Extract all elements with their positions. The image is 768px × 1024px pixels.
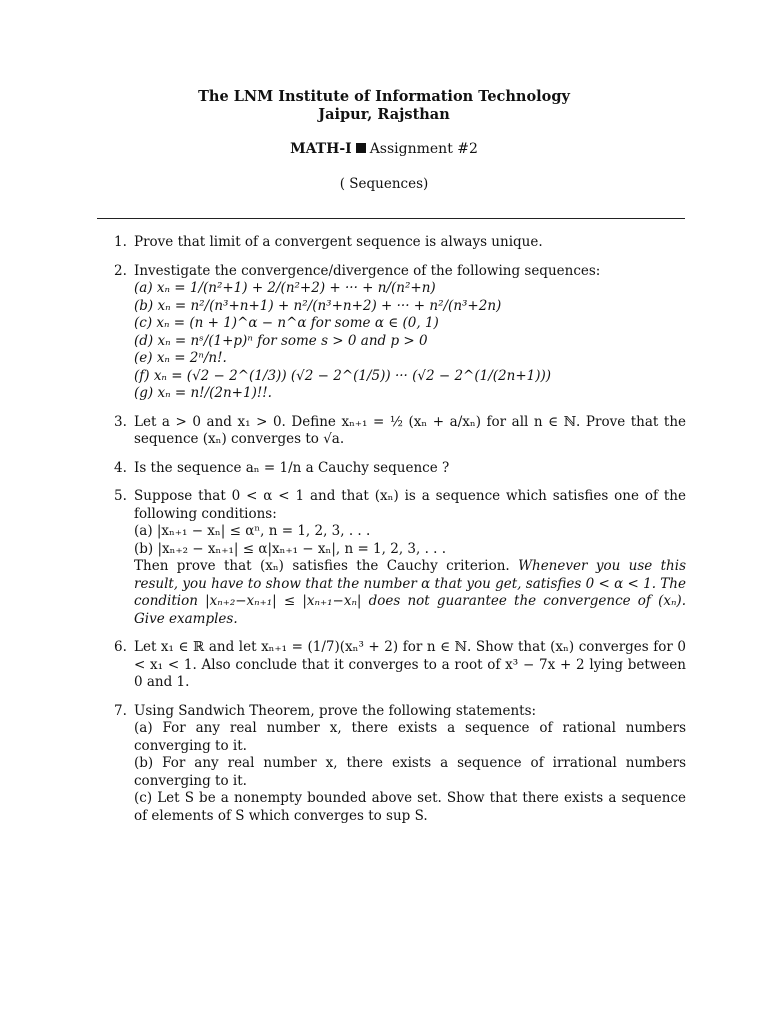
question-text: Prove that limit of a convergent sequence is always unique. [134,234,543,250]
question-text: Using Sandwich Theorem, prove the following statements: [134,702,537,719]
question-2-part-g: (g) xₙ = n!/(2n+1)!!. [134,385,272,401]
question-number: 7. [114,702,127,719]
course-code: MATH-I [290,141,352,157]
question-6 [114,639,686,692]
question-7-part-a: (a) For any real number x, there exists a sequence of rational numbers converging to it. [134,720,686,754]
question-number: 1. [114,234,127,250]
question-text: Suppose that 0 < α < 1 and that (xₙ) is a sequence which satisfies one of the following conditions: [134,488,686,522]
question-1 [114,234,686,252]
question-number: 2. [114,262,127,279]
question-2-part-c: (c) xₙ = (n + 1)^α − n^α for some α ∈ (0, 1) [134,315,439,331]
question-2 [114,263,686,403]
question-2-part-a: (a) xₙ = 1/(n²+1) + 2/(n²+2) + ··· + n/(n²+n) [134,280,436,296]
institute-name: The LNM Institute of Information Technology [198,88,570,105]
question-number: 6. [114,639,127,655]
question-5-part-b: (b) |xₙ₊₂ − xₙ₊₁| ≤ α|xₙ₊₁ − xₙ|, n = 1, 2, 3, . . . [134,540,447,557]
question-list [114,234,686,836]
question-3 [114,414,686,449]
question-number: 5. [114,488,127,504]
course-line [0,140,768,158]
institute-city: Jaipur, Rajsthan [318,106,450,123]
question-2-part-f: (f) xₙ = (√2 − 2^(1/3)) (√2 − 2^(1/5)) ··· (√2 − 2^(1/(2n+1))) [134,367,552,384]
topic-title: ( Sequences) [339,176,429,192]
question-text: Investigate the convergence/divergence of the following sequences: [134,262,601,279]
question-2-part-b: (b) xₙ = n²/(n³+n+1) + n²/(n³+n+2) + ··· + n²/(n³+2n) [134,297,502,314]
question-text: Let x₁ ∈ ℝ and let xₙ₊₁ = (1/7)(xₙ³ + 2) for n ∈ ℕ. Show that (xₙ) converges for 0 < x₁ < 1. Also conclude that it converges to a root of x³ − 7x + 2 lying between 0 and 1. [134,639,686,690]
question-text: Is the sequence aₙ = 1/n a Cauchy sequence ? [134,459,450,476]
question-5 [114,488,686,628]
question-2-part-e: (e) xₙ = 2ⁿ/n!. [134,350,227,366]
question-number: 4. [114,459,127,476]
header-divider [97,218,685,219]
assignment-title: Assignment #2 [369,141,478,157]
question-text: Let a > 0 and x₁ > 0. Define xₙ₊₁ = ½ (xₙ + a/xₙ) for all n ∈ ℕ. Prove that the sequence (xₙ) converges to √a. [134,413,686,447]
question-4 [114,460,686,478]
question-7-part-b: (b) For any real number x, there exists a sequence of irrational numbers converging to it. [134,755,686,789]
question-7 [114,703,686,826]
question-5-note: Whenever you use this result, you have to show that the number α that you get, satisfies 0 < α < 1. The condition |xₙ₊₂−xₙ₊₁| ≤ |xₙ₊₁−xₙ| does not guarantee the convergence of (xₙ). Give examples. [134,558,687,627]
question-5-part-a: (a) |xₙ₊₁ − xₙ| ≤ αⁿ, n = 1, 2, 3, . . . [134,523,371,539]
question-2-part-d: (d) xₙ = nˢ/(1+p)ⁿ for some s > 0 and p > 0 [134,332,428,349]
square-bullet-icon [356,143,366,153]
question-5-conclusion: Then prove that (xₙ) satisfies the Cauchy criterion. [134,558,510,574]
document-header [0,88,768,192]
question-7-part-c: (c) Let S be a nonempty bounded above set. Show that there exists a sequence of elements of S which converges to sup S. [134,790,686,824]
question-number: 3. [114,413,127,430]
